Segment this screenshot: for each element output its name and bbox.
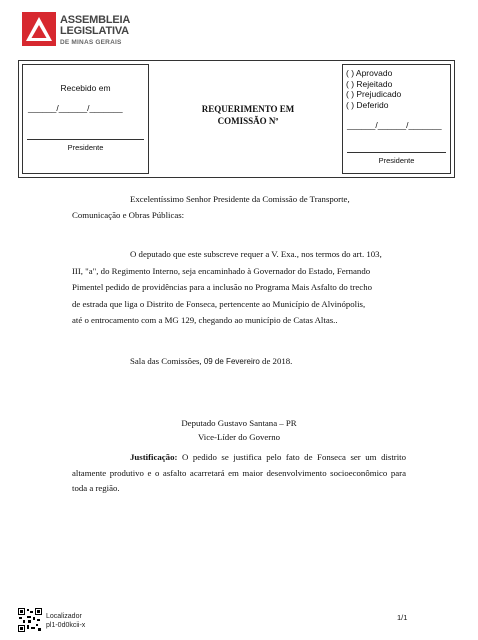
received-box <box>22 64 149 174</box>
signer-name: Deputado Gustavo Santana – PR <box>181 418 297 428</box>
justification-label: Justificação: <box>130 452 178 462</box>
date-line <box>130 354 292 370</box>
status-option-rejeitado: ( ) Rejeitado <box>346 78 393 89</box>
status-signature-line <box>347 152 446 153</box>
date-suffix: de 2018. <box>262 356 293 366</box>
localizador-code: pl1-0d0kcii-x <box>46 622 86 629</box>
logo-line3: DE MINAS GERAIS <box>60 39 122 46</box>
para-line-3: Pimentel pedido de providências para a inclusão no Programa Mais Asfalto do trecho <box>72 282 372 292</box>
justification <box>72 450 406 497</box>
salutation-line1: Excelentíssimo Senhor Presidente da Comissão de Transporte, <box>130 194 350 204</box>
localizador-label: Localizador <box>46 613 82 620</box>
status-option-aprovado: ( ) Aprovado <box>346 68 393 78</box>
received-signature-line <box>27 139 144 140</box>
received-label: Recebido em <box>60 83 111 93</box>
title-line1: REQUERIMENTO EM <box>201 104 295 114</box>
qr-code-icon <box>18 608 42 632</box>
status-signature-label: Presidente <box>378 156 415 165</box>
alemg-triangle-icon <box>22 12 56 46</box>
para-line-2: III, "a", do Regimento Interno, seja encaminhado à Governador do Estado, Fernando <box>72 266 371 276</box>
status-option-prejudicado: ( ) Prejudicado <box>346 89 402 99</box>
signer-role: Vice-Líder do Governo <box>197 432 281 442</box>
localizador <box>46 612 85 630</box>
para-line-1: O deputado que este subscreve requer a V. Exa., nos termos do art. 103, <box>130 249 382 259</box>
status-options <box>346 68 401 110</box>
logo-line1: ASSEMBLEIA <box>60 14 131 26</box>
document-title <box>151 103 345 127</box>
logo-line2: LEGISLATIVA <box>60 25 129 37</box>
status-date-blank: ______/______/_______ <box>347 120 442 130</box>
salutation-line2: Comunicação e Obras Públicas: <box>72 210 185 220</box>
title-line2: COMISSÃO Nº <box>217 116 279 126</box>
received-date-blank: ______/______/_______ <box>28 103 123 113</box>
justification-text: O pedido se justifica pelo fato de Fonseca ser um distrito altamente produtivo e o asfalto acarretará em maior desenvolvimento socioeconômico para toda a região. <box>72 452 407 493</box>
para-line-5: até o entrocamento com a MG 129, chegando ao município de Catas Altas.. <box>72 315 338 325</box>
date-prefix: Sala das Comissões, <box>130 356 202 366</box>
date-value: 09 de Fevereiro <box>203 357 260 366</box>
header-form-box <box>18 60 455 178</box>
alemg-logo <box>22 12 162 52</box>
para-line-4: de estrada que liga o Distrito de Fonseca, pertencente ao Município de Alvinópolis, <box>72 299 366 309</box>
page-number: 1/1 <box>397 613 408 622</box>
status-box <box>342 64 451 174</box>
received-signature-label: Presidente <box>67 143 104 152</box>
status-option-deferido: ( ) Deferido <box>346 99 389 110</box>
